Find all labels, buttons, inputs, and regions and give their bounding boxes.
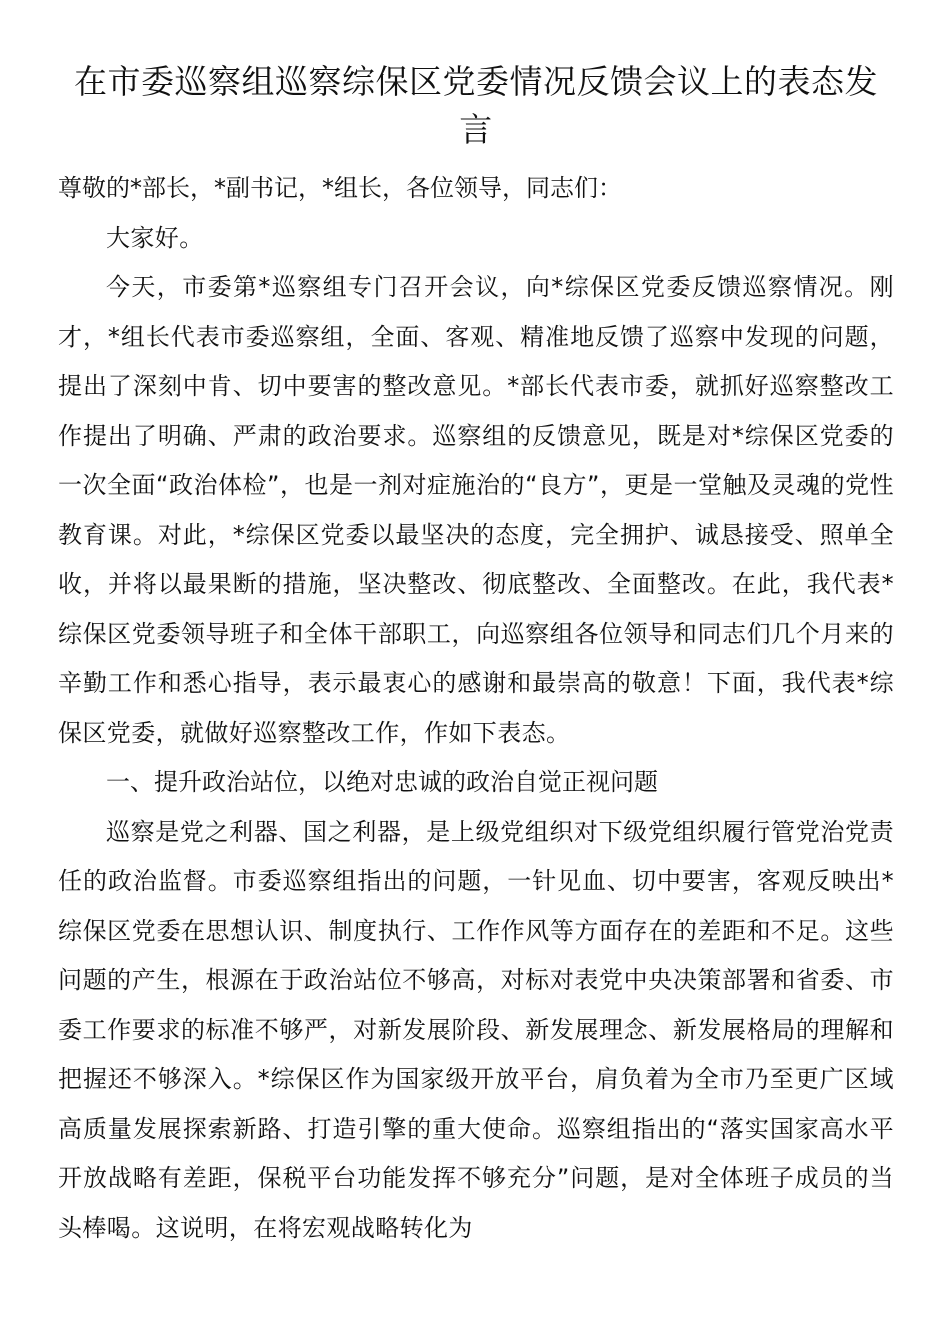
section-1-paragraph: 巡察是党之利器、国之利器，是上级党组织对下级党组织履行管党治党责任的政治监督。市委巡察组指出的问题，一针见血、切中要害，客观反映出*综保区党委在思想认识、制度执行、工作作风等方面存在的差距和不足。这些问题的产生，根源在于政治站位不够高，对标对表党中央决策部署和省委、市委工作要求的标准不够严，对新发展阶段、新发展理念、新发展格局的理解和把握还不够深入。*综保区作为国家级开放平台，肩负着为全市乃至更广区域高质量发展探索新路、打造引擎的重大使命。巡察组指出的“落实国家高水平开放战略有差距，保税平台功能发挥不够充分”问题，是对全体班子成员的当头棒喝。这说明，在将宏观战略转化为 [58, 817, 894, 1242]
salutation: 尊敬的*部长，*副书记，*组长，各位领导，同志们： [58, 174, 622, 202]
greeting-paragraph: 大家好。 [106, 223, 204, 252]
section-1-heading: 一、提升政治站位，以绝对忠诚的政治自觉正视问题 [106, 768, 658, 796]
document-title: 在市委巡察组巡察综保区党委情况反馈会议上的表态发言 [74, 62, 878, 149]
intro-paragraph: 今天，市委第*巡察组专门召开会议，向*综保区党委反馈巡察情况。刚才，*组长代表市委巡察组，全面、客观、精准地反馈了巡察中发现的问题，提出了深刻中肯、切中要害的整改意见。*部长代表市委，就抓好巡察整改工作提出了明确、严肃的政治要求。巡察组的反馈意见，既是对*综保区党委的一次全面“政治体检”，也是一剂对症施治的“良方”，更是一堂触及灵魂的党性教育课。对此，*综保区党委以最坚决的态度，完全拥护、诚恳接受、照单全收，并将以最果断的措施，坚决整改、彻底整改、全面整改。在此，我代表*综保区党委领导班子和全体干部职工，向巡察组各位领导和同志们几个月来的辛勤工作和悉心指导，表示最衷心的感谢和最崇高的敬意！下面，我代表*综保区党委，就做好巡察整改工作，作如下表态。 [58, 273, 894, 747]
